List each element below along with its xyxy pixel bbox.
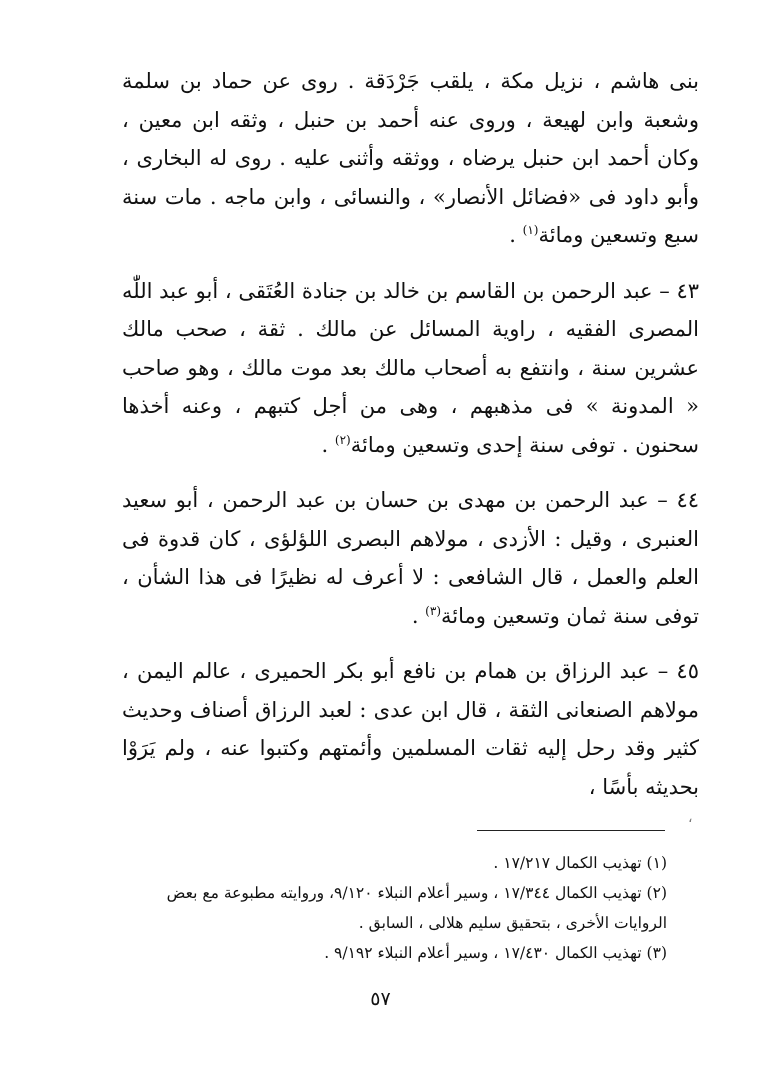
paragraph-number: ٤٣ – bbox=[652, 278, 699, 303]
main-text bbox=[122, 62, 699, 823]
paragraph-text: بنى هاشم ، نزيل مكة ، يلقب جَرْدَقة . روى عن حماد بن سلمة وشعبة وابن لهيعة ، وروى عنه أحمد بن حنبل ، وثقه ابن معين ، وكان أحمد ابن حنبل يرضاه ، ووثقه وأثنى عليه . روى له البخارى ، وأبو داود فى «فضائل الأنصار» ، والنسائى ، وابن ماجه . مات سنة سبع وتسعين ومائة bbox=[122, 69, 699, 247]
footnote-ref: (٢) bbox=[334, 432, 351, 447]
paragraph-continuation bbox=[122, 62, 699, 255]
paragraph-number: ٤٤ – bbox=[648, 488, 699, 512]
paragraph-end: . bbox=[411, 603, 426, 628]
paragraph-end: . bbox=[509, 223, 523, 247]
footnote-1: (١) تهذيب الكمال ١٧/٢١٧ . bbox=[493, 854, 667, 872]
paragraph-entry-43 bbox=[122, 272, 699, 465]
margin-mark: ، bbox=[688, 810, 693, 826]
paragraph-entry-44 bbox=[122, 481, 699, 635]
footnote-ref: (١) bbox=[522, 223, 539, 237]
paragraph-text: عبد الرزاق بن همام بن نافع أبو بكر الحميرى ، عالم اليمن ، مولاهم الصنعانى الثقة ، قال ابن عدى : لعبد الرزاق أصناف وحديث كثير وقد رحل إليه ثقات المسلمين وأئمتهم وكتبوا عنه ، ولم يَرَوْا بحديثه بأسًا ، bbox=[122, 659, 699, 799]
page-number: ٥٧ bbox=[370, 988, 391, 1010]
paragraph-text: عبد الرحمن بن مهدى بن حسان بن عبد الرحمن ، أبو سعيد العنبرى ، وقيل : الأزدى ، مولاهم البصرى اللؤلؤى ، كان قدوة فى العلم والعمل ، قال الشافعى : لا أعرف له نظيرًا فى هذا الشأن ، توفى سنة ثمان وتسعين ومائة bbox=[122, 488, 699, 628]
footnote-separator bbox=[477, 830, 665, 831]
paragraph-number: ٤٥ – bbox=[649, 659, 699, 683]
footnote-2: (٢) تهذيب الكمال ١٧/٣٤٤ ، وسير أعلام النبلاء ٩/١٢٠، وروايته مطبوعة مع بعض الروايات الأخرى ، بتحقيق سليم هلالى ، السابق . bbox=[166, 884, 667, 932]
footnote-ref: (٣) bbox=[425, 603, 441, 618]
paragraph-text: عبد الرحمن بن القاسم بن خالد بن جنادة العُتَقى ، أبو عبد اللّٰه المصرى الفقيه ، راوية المسائل عن مالك . ثقة ، صحب مالك عشرين سنة ، وانتفع به أصحاب مالك بعد موت مالك ، وهو صاحب « المدونة » فى مذهبهم ، وهى من أجل كتبهم ، وعنه أخذها سحنون . توفى سنة إحدى وتسعين ومائة bbox=[122, 278, 699, 457]
footnotes bbox=[117, 848, 667, 968]
paragraph-entry-45 bbox=[122, 652, 699, 806]
footnote-3: (٣) تهذيب الكمال ١٧/٤٣٠ ، وسير أعلام النبلاء ٩/١٩٢ . bbox=[324, 944, 667, 962]
paragraph-end: . bbox=[321, 432, 335, 457]
